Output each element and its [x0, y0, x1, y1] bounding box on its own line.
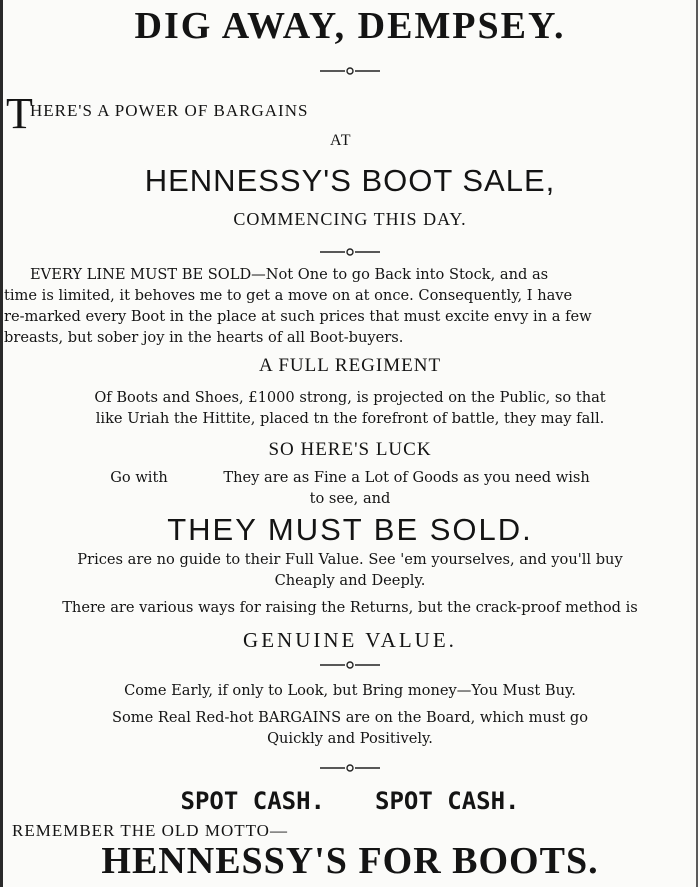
- come-early-text: [0, 680, 700, 701]
- paragraph-line: time is limited, it behoves me to get a move on at once. Consequently, I have: [4, 287, 573, 304]
- separator-ornament: [0, 763, 700, 773]
- bargains-line: Quickly and Positively.: [267, 730, 433, 747]
- genuine-value-heading: GENUINE VALUE.: [243, 628, 457, 652]
- returns-line: There are various ways for raising the Returns, but the crack-proof method is: [62, 599, 638, 616]
- luck-text: [0, 467, 700, 509]
- luck-line: Go with They are as Fine a Lot of Goods as you need wish: [110, 469, 590, 486]
- commencing-text: COMMENCING THIS DAY.: [233, 209, 467, 229]
- spot-cash-line: [0, 787, 700, 815]
- prices-line: Cheaply and Deeply.: [274, 572, 426, 589]
- sale-title: HENNESSY'S BOOT SALE,: [144, 163, 556, 198]
- separator-ornament: [0, 660, 700, 670]
- prices-text: [0, 549, 700, 591]
- bargains-text: [0, 707, 700, 749]
- every-line-paragraph: [4, 264, 694, 348]
- separator-ornament: [0, 66, 700, 76]
- paragraph-line: breasts, but sober joy in the hearts of all Boot-buyers.: [4, 329, 404, 346]
- prices-line: Prices are no guide to their Full Value. See 'em yourselves, and you'll buy: [77, 551, 623, 568]
- finale-slogan: HENNESSY'S FOR BOOTS.: [101, 840, 599, 882]
- paragraph-line: re-marked every Boot in the place at such prices that must excite envy in a few: [4, 308, 592, 325]
- regiment-text: [0, 387, 700, 429]
- regiment-line: like Uriah the Hittite, placed tn the forefront of battle, they may fall.: [95, 410, 605, 427]
- regiment-line: Of Boots and Shoes, £1000 strong, is projected on the Public, so that: [94, 389, 606, 406]
- bargains-line: Some Real Red-hot BARGAINS are on the Board, which must go: [112, 709, 588, 726]
- motto-intro: REMEMBER THE OLD MOTTO—: [12, 821, 288, 840]
- returns-text: [0, 597, 700, 618]
- must-be-sold-heading: THEY MUST BE SOLD.: [167, 512, 533, 547]
- separator-ornament: [0, 247, 700, 257]
- luck-line: to see, and: [309, 490, 391, 507]
- spot-cash-text: SPOT CASH.: [180, 787, 325, 815]
- spot-cash-text: SPOT CASH.: [375, 787, 520, 815]
- heres-luck-heading: SO HERE'S LUCK: [268, 439, 432, 460]
- drop-cap: T: [6, 89, 33, 138]
- come-early-line: Come Early, if only to Look, but Bring money—You Must Buy.: [124, 682, 576, 699]
- at-text: AT: [330, 132, 352, 149]
- paragraph-line: EVERY LINE MUST BE SOLD—Not One to go Back into Stock, and as: [30, 266, 549, 283]
- intro-line: HERE'S A POWER OF BARGAINS: [30, 101, 309, 120]
- headline: DIG AWAY, DEMPSEY.: [134, 5, 566, 47]
- full-regiment-heading: A FULL REGIMENT: [258, 355, 442, 376]
